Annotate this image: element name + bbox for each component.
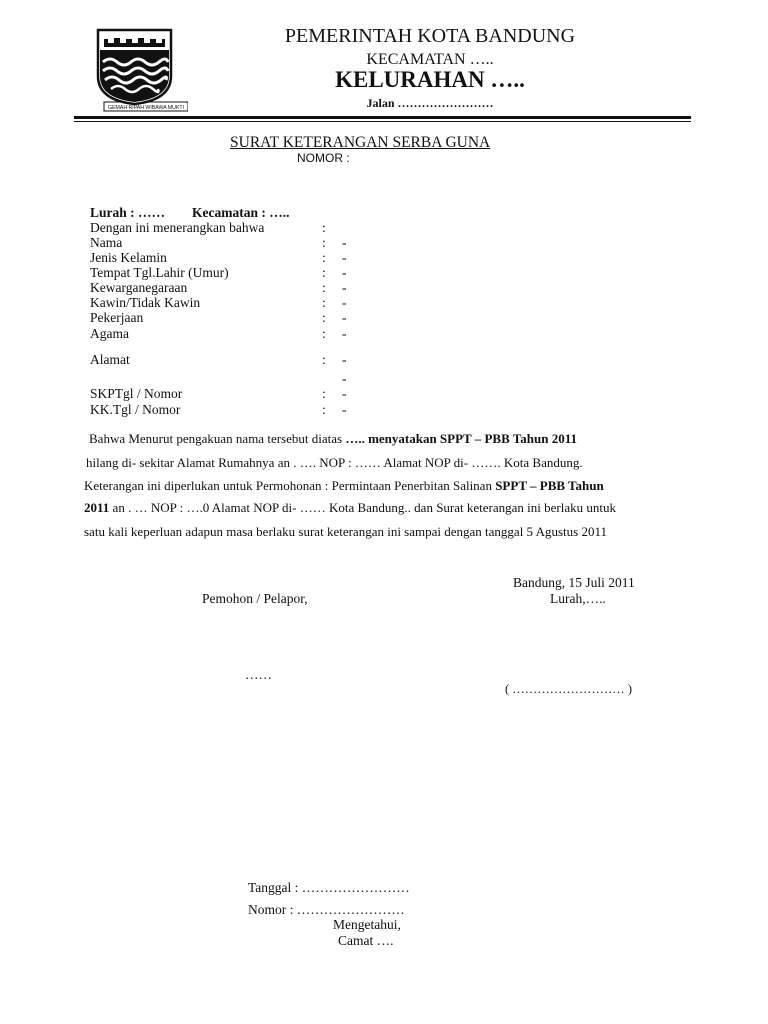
field-value-jenis-kelamin: - [342,250,347,265]
field-label-ttl: Tempat Tgl.Lahir (Umur) [90,265,229,280]
field-sep: : [322,295,326,310]
lurah-sign-label: Lurah,….. [550,591,606,606]
body-line-4 [84,500,720,516]
field-label-kewarganegaraan: Kewarganegaraan [90,280,188,295]
kecamatan-title: KECAMATAN ….. [366,51,494,68]
field-value-kawin: - [342,295,347,310]
field-sep: : [322,402,326,417]
lurah-name: ( ……………………… ) [505,682,633,696]
body-line-2: hilang di- sekitar Alamat Rumahnya an . …. NOP : …… Alamat NOP di- ……. Kota Bandung. [86,455,583,470]
footer-nomor: Nomor : …………………… [248,902,405,917]
document-number: NOMOR : [297,151,350,165]
field-sep: : [322,310,326,325]
document-title: SURAT KETERANGAN SERBA GUNA [230,134,491,151]
body-line-5: satu kali keperluan adapun masa berlaku surat keterangan ini sampai dengan tanggal 5 Agustus 2011 [84,524,607,539]
field-sep: : [322,386,326,401]
header-rule-thick [74,116,691,119]
field-value-alamat: - [342,352,347,367]
field-sep: : [322,326,326,341]
body-line-3-bold: SPPT – PBB Tahun [495,478,604,493]
body-line-4-bold: 2011 [84,500,110,515]
pemohon-name: …… [245,667,272,682]
body-line-3 [84,478,720,494]
body-line-3-text: Keterangan ini diperlukan untuk Permohonan : Permintaan Penerbitan Salinan [84,478,496,493]
field-label-jenis-kelamin: Jenis Kelamin [90,250,167,265]
field-value-kk: - [342,402,347,417]
intro-statement: Dengan ini menerangkan bahwa [90,220,265,235]
header-rule-thin [74,121,691,122]
kecamatan-label: Kecamatan : ….. [192,205,290,220]
body-line-4-text: an . … NOP : ….0 Alamat NOP di- …… Kota Bandung.. dan Surat keterangan ini berlaku untuk [109,500,616,515]
motto-text: GEMAH RIPAH WIBAWA MUKTI [108,105,184,111]
government-title: PEMERINTAH KOTA BANDUNG [284,25,576,47]
field-label-skp: SKPTgl / Nomor [90,386,183,401]
body-line-1-text: Bahwa Menurut pengakuan nama tersebut diatas [89,431,346,446]
field-label-alamat: Alamat [90,352,130,367]
footer-tanggal: Tanggal : …………………… [248,880,410,895]
intro-colon: : [322,220,326,235]
field-value-agama: - [342,326,347,341]
field-label-kawin: Kawin/Tidak Kawin [90,295,201,310]
field-label-pekerjaan: Pekerjaan [90,310,144,325]
field-value-nama: - [342,235,347,250]
field-value-pekerjaan: - [342,310,347,325]
field-sep: : [322,352,326,367]
field-label-agama: Agama [90,326,129,341]
bandung-coat-of-arms-logo [86,24,188,116]
field-value-kewarganegaraan: - [342,280,347,295]
field-value-alamat-cont: - [342,371,347,386]
field-sep: : [322,250,326,265]
field-value-skp: - [342,386,347,401]
field-label-nama: Nama [90,235,123,250]
body-line-1-bold: ….. menyatakan SPPT – PBB Tahun 2011 [345,431,577,446]
place-date: Bandung, 15 Juli 2011 [513,575,635,590]
kelurahan-title: KELURAHAN ….. [335,67,525,92]
lurah-label: Lurah : …… [90,205,166,220]
jalan-address: Jalan …………………… [366,96,494,110]
footer-camat: Camat …. [338,933,394,948]
pemohon-label: Pemohon / Pelapor, [202,591,308,606]
field-value-ttl: - [342,265,347,280]
body-line-1 [89,431,725,447]
footer-mengetahui: Mengetahui, [333,917,401,932]
field-sep: : [322,265,326,280]
field-label-kk: KK.Tgl / Nomor [90,402,181,417]
field-sep: : [322,280,326,295]
field-sep: : [322,235,326,250]
